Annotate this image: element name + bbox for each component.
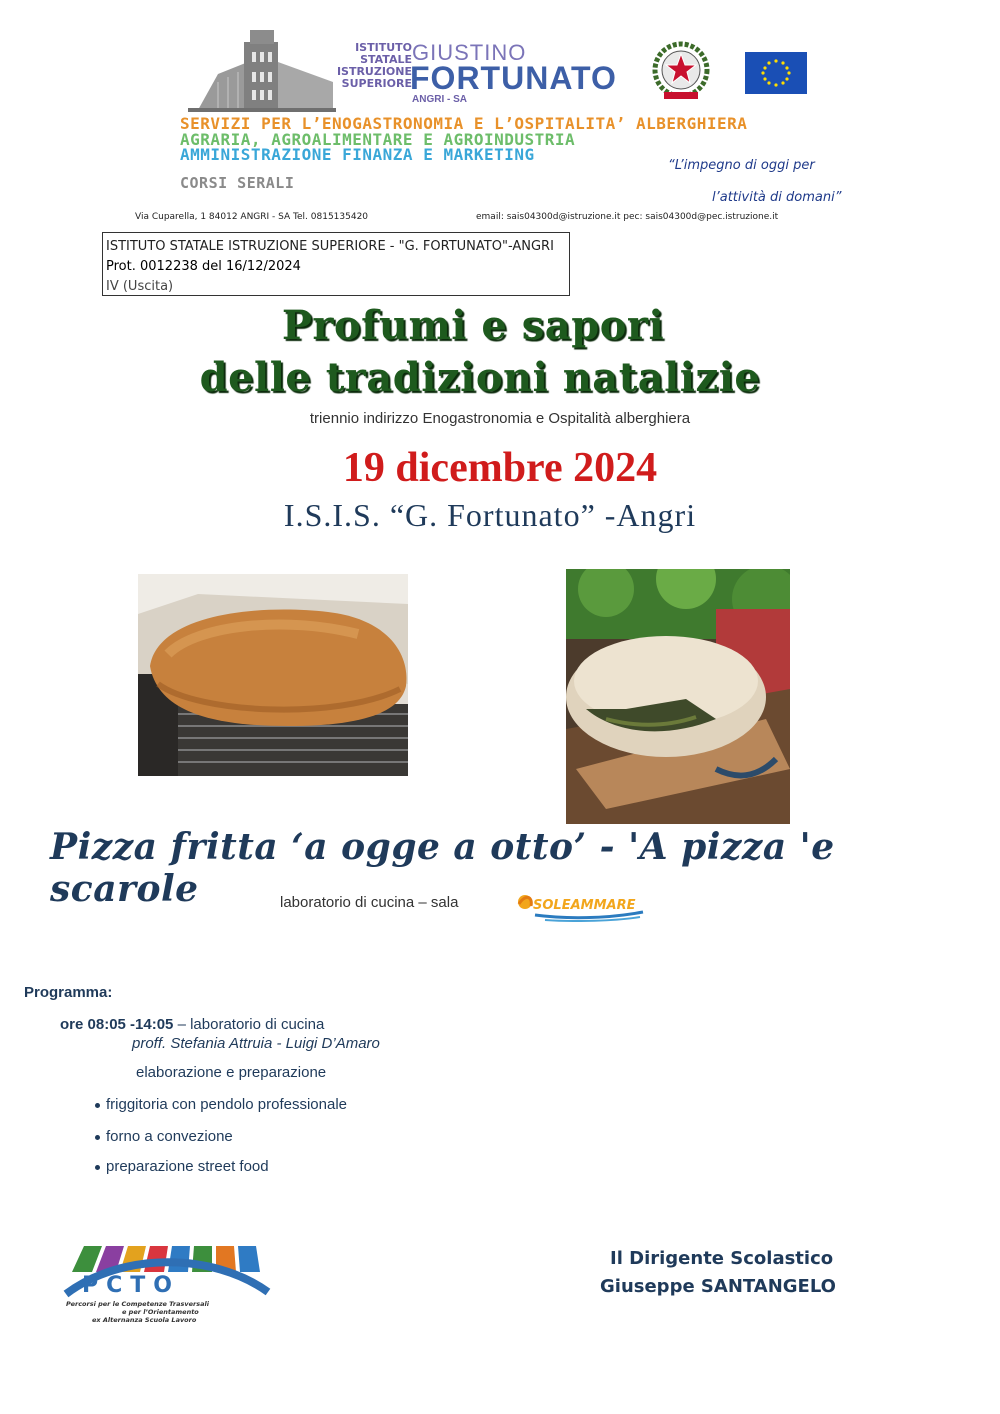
institute-location: ANGRI - SA bbox=[412, 94, 467, 105]
institute-name-last: FORTUNATO bbox=[410, 60, 617, 96]
event-subtitle: triennio indirizzo Enogastronomia e Ospitalità alberghiera bbox=[309, 410, 691, 427]
list-item: forno a convezione bbox=[95, 1128, 233, 1145]
event-venue: I.S.I.S. “G. Fortunato” -Angri bbox=[283, 497, 697, 533]
bullet-icon bbox=[95, 1135, 100, 1140]
bullet-icon bbox=[95, 1103, 100, 1108]
protocol-stamp bbox=[102, 232, 570, 296]
course-finance: AMMINISTRAZIONE FINANZA E MARKETING bbox=[180, 145, 535, 164]
course-hospitality: SERVIZI PER L’ENOGASTRONOMIA E L’OSPITALITA’ ALBERGHIERA bbox=[180, 114, 748, 133]
escarole-pizza-photo bbox=[566, 569, 790, 824]
course-evening: CORSI SERALI bbox=[180, 174, 295, 192]
list-item: friggitoria con pendolo professionale bbox=[95, 1096, 347, 1113]
svg-text:SOLEAMMARE: SOLEAMMARE bbox=[533, 898, 636, 913]
signature-name: Giuseppe SANTANGELO bbox=[600, 1276, 836, 1297]
school-address: Via Cuparella, 1 84012 ANGRI - SA Tel. 0815135420 bbox=[135, 212, 369, 222]
signature-role: Il Dirigente Scolastico bbox=[610, 1248, 834, 1269]
pcto-logo bbox=[62, 1242, 272, 1326]
programme-time: ore 08:05 -14:05 bbox=[60, 1016, 174, 1033]
event-title-line-2: delle tradizioni natalizie bbox=[199, 354, 761, 401]
fried-pizza-photo bbox=[138, 574, 408, 776]
programme-heading: Programma: bbox=[24, 984, 113, 1001]
svg-text:ex Alternanza Scuola Lavoro: ex Alternanza Scuola Lavoro bbox=[92, 1316, 197, 1324]
italian-republic-emblem-icon bbox=[652, 40, 710, 102]
bullet-icon bbox=[95, 1165, 100, 1170]
institute-type-label: ISTITUTO STATALE ISTRUZIONE SUPERIORE bbox=[336, 41, 412, 90]
course-agriculture: AGRARIA, AGROALIMENTARE E AGROINDUSTRIA bbox=[180, 130, 576, 149]
motto-line-2: l’attività di domani” bbox=[712, 190, 842, 205]
programme-elaboration: elaborazione e preparazione bbox=[136, 1064, 327, 1081]
programme-time-desc: – laboratorio di cucina bbox=[173, 1016, 325, 1033]
eu-flag-icon bbox=[745, 52, 807, 94]
svg-text:PCTO: PCTO bbox=[82, 1273, 180, 1298]
list-item: preparazione street food bbox=[95, 1158, 269, 1175]
svg-text:Percorsi per le Competenze Tra: Percorsi per le Competenze Trasversali bbox=[66, 1300, 209, 1308]
soleammare-logo bbox=[515, 890, 647, 922]
protocol-issuer: ISTITUTO STATALE ISTRUZIONE SUPERIORE - "G. FORTUNATO"-ANGRI bbox=[106, 239, 554, 254]
school-emails: email: sais04300d@istruzione.it pec: sais04300d@pec.istruzione.it bbox=[476, 212, 779, 222]
protocol-number: Prot. 0012238 del 16/12/2024 bbox=[106, 259, 301, 274]
event-title-line-1: Profumi e sapori bbox=[281, 302, 665, 349]
event-date: 19 dicembre 2024 bbox=[342, 445, 658, 491]
lab-location: laboratorio di cucina – sala bbox=[280, 894, 459, 911]
svg-text:e per l’Orientamento: e per l’Orientamento bbox=[122, 1308, 199, 1316]
programme-time-row bbox=[60, 1016, 324, 1033]
institute-name-first: GIUSTINO bbox=[412, 40, 527, 65]
motto-line-1: “L’impegno di oggi per bbox=[668, 158, 815, 173]
dishes-title: Pizza fritta ‘a ogge a otto’ - 'A pizza 'e scarole bbox=[50, 826, 835, 910]
school-building-logo bbox=[188, 22, 336, 112]
protocol-direction: IV (Uscita) bbox=[106, 279, 174, 294]
programme-professors: proff. Stefania Attruia - Luigi D’Amaro bbox=[132, 1035, 380, 1052]
